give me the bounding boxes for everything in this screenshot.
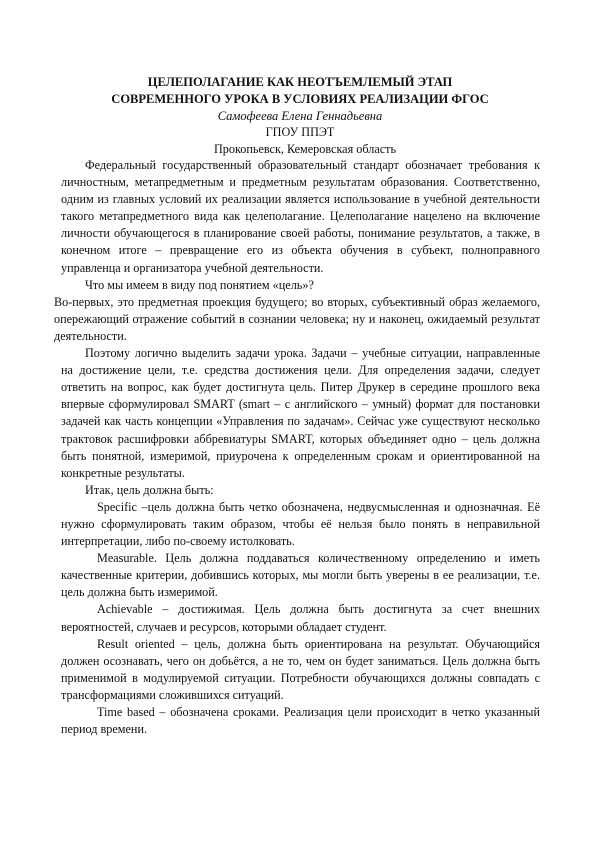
location: Прокопьевск, Кемеровская область — [213, 142, 397, 156]
paragraph-1: Федеральный государственный образовательный стандарт обозначает требования к личностным, метапредметным и предметным результатам образования. Соответственно, одним из главных условий их реализации является использование в учебной деятельности такого метапредметного вида как целеполагание. Целеполагание нацелено на включение личности обучающегося в планирование своей работы, понимание результатов, а также, в конечном итоге – превращение его из объекта обучения в субъект, полноправного управленца и организатора учебной деятельности. — [61, 158, 540, 275]
paragraph-4: Поэтому логично выделить задачи урока. Задачи – учебные ситуации, направленные на достижение цели, т.е. средства достижения цели. Для определения задачи, следует ответить на вопрос, как будет достигнута цель. Питер Друкер в середине прошлого века впервые сформулировал SMART (smart – с английского – умный) формат для постановки задачей как часть концепции «Управления по задачам». Сейчас уже существуют несколько трактовок расшифровки аббревиатуры SMART, которых объединяет одно – цель должна быть понятной, измеримой, приурочена к определенным срокам и ориентированной на конкретные результаты. — [61, 346, 540, 480]
paragraph-measurable: Measurable. Цель должна поддаваться количественному определению и иметь качественные критерии, добившись которых, мы могли быть уверены в ее реализации, т.е. цель должна быть измеримой. — [61, 551, 540, 600]
paragraph-result-oriented: Result oriented – цель, должна быть ориентирована на результат. Обучающийся должен осознавать, чего он добьётся, а не то, чем он будет заниматься. Цель должна быть применимой в модулируемой ситуации. Потребности обучающихся должны совпадать с трансформациями сложившихся ситуаций. — [61, 636, 540, 702]
paragraph-time-based: Time based – обозначена сроками. Реализация цели происходит в четко указанный период времени. — [61, 705, 540, 737]
title-line-2: СОВРЕМЕННОГО УРОКА В УСЛОВИЯХ РЕАЛИЗАЦИИ ФГОС — [111, 92, 489, 106]
title-line-1: ЦЕЛЕПОЛАГАНИЕ КАК НЕОТЪЕМЛЕМЫЙ ЭТАП — [147, 75, 453, 89]
author-name: Самофеева Елена Геннадьевна — [217, 109, 383, 123]
organization: ГПОУ ППЭТ — [265, 125, 335, 139]
paragraph-specific: Specific –цель должна быть четко обозначена, недвусмысленная и однозначная. Её нужно сформулировать таким образом, чтобы её нельзя было понять в неправильной интерпретации, либо по-своему истолковать. — [61, 499, 540, 549]
document-body — [54, 157, 540, 738]
paragraph-achievable: Achievable – достижимая. Цель должна быть достигнута за счет внешних вероятностей, случаев и ресурсов, которыми обладает студент. — [61, 602, 540, 634]
paragraph-5: Итак, цель должна быть: — [85, 482, 214, 497]
paragraph-3: Во-первых, это предметная проекция будущего; во вторых, субъективный образ желаемого, опережающий отражение событий в сознании человека; ну и наконец, ожидаемый результат деятельности. — [54, 294, 540, 343]
paragraph-2: Что мы имеем в виду под понятием «цель»? — [85, 277, 314, 292]
